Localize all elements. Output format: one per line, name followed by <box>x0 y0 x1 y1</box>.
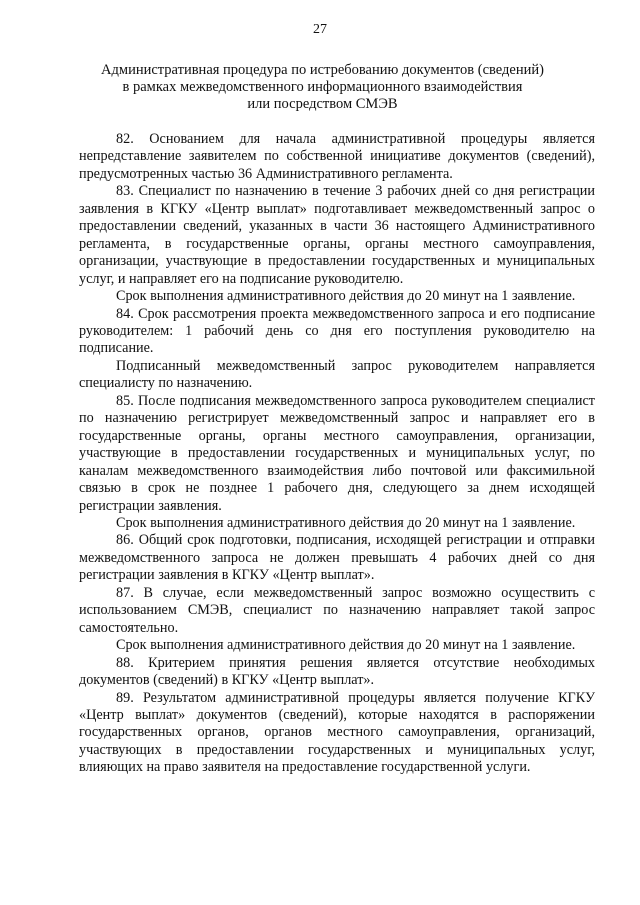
paragraph-83-term: Срок выполнения административного действия до 20 минут на 1 заявление. <box>116 288 576 305</box>
heading-line-3: или посредством СМЭВ <box>247 96 398 112</box>
paragraph-83: 83. Специалист по назначению в течение 3 рабочих дней со дня регистрации заявления в КГКУ «Центр выплат» подготавливает межведомственный запрос о предоставлении сведений, указанных в части 36 настоящего Административного регламента, в государственные органы, органы местного самоуправления, организации, участвующие в предоставлении государственных и муниципальных услуг, и направляет его на подписание руководителю. <box>79 183 595 287</box>
paragraph-89: 89. Результатом административной процедуры является получение КГКУ «Центр выплат» документов (сведений), которые находятся в распоряжении государственных органов, органов местного самоуправления, организаций, участвующих в предоставлении государственных и муниципальных услуг, влияющих на право заявителя на предоставление государственной услуги. <box>79 689 595 776</box>
heading-line-2: в рамках межведомственного информационного взаимодействия <box>122 79 523 95</box>
paragraph-87-term: Срок выполнения административного действия до 20 минут на 1 заявление. <box>116 637 576 654</box>
paragraph-87: 87. В случае, если межведомственный запрос возможно осуществить с использованием СМЭВ, специалист по назначению направляет такой запрос самостоятельно. <box>79 584 595 636</box>
paragraph-86: 86. Общий срок подготовки, подписания, исходящей регистрации и отправки межведомственного запроса не должен превышать 4 рабочих дней со дня регистрации заявления в КГКУ «Центр выплат». <box>79 532 595 584</box>
paragraph-84-signed: Подписанный межведомственный запрос руководителем направляется специалисту по назначению. <box>79 357 595 392</box>
section-heading <box>100 62 545 113</box>
heading-line-1: Административная процедура по истребованию документов (сведений) <box>101 62 544 78</box>
paragraph-85-term: Срок выполнения административного действия до 20 минут на 1 заявление. <box>116 514 576 531</box>
paragraph-88: 88. Критерием принятия решения является отсутствие необходимых документов (сведений) в КГКУ «Центр выплат». <box>79 654 595 689</box>
paragraph-85: 85. После подписания межведомственного запроса руководителем специалист по назначению регистрирует межведомственный запрос и направляет его в государственные органы, органы местного самоуправления, организации, участвующие в предоставлении государственных и муниципальных услуг, по каналам межведомственного взаимодействия либо почтовой или факсимильной связью в срок не позднее 1 рабочего дня, следующего за днем исходящей регистрации заявления. <box>79 392 595 514</box>
paragraph-82: 82. Основанием для начала административной процедуры является непредставление заявителем по собственной инициативе документов (сведений), предусмотренных частью 36 Административного регламента. <box>79 131 595 182</box>
page-number: 27 <box>313 22 327 37</box>
paragraph-84: 84. Срок рассмотрения проекта межведомственного запроса и его подписание руководителем: 1 рабочий день со дня его поступления руководителю на подписание. <box>79 305 595 357</box>
document-body <box>79 131 595 777</box>
